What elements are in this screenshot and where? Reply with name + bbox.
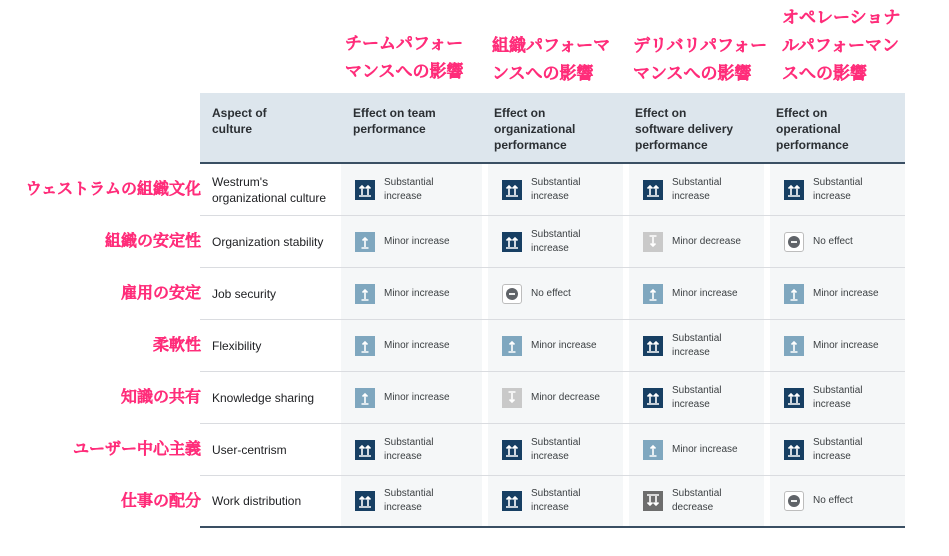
effect-cell-delivery (623, 164, 764, 215)
effect-cell-team (341, 268, 482, 319)
effect-cell-org (482, 268, 623, 319)
effect-label: Minor increase (813, 339, 879, 351)
aspect-label: Work distribution (212, 494, 302, 508)
effect-label: Minor decrease (672, 235, 741, 247)
effect-label: Substantial increase (384, 488, 434, 513)
table-row (200, 424, 905, 476)
effect-label: Minor increase (384, 391, 450, 403)
double-up-arrow-icon (355, 180, 375, 200)
aspect-cell (200, 164, 341, 215)
header-aspect: Aspect of culture (212, 106, 267, 136)
effect-label: Minor increase (813, 287, 879, 299)
aspect-cell (200, 476, 341, 526)
aspect-cell (200, 268, 341, 319)
jp-row-label: 知識の共有 (120, 387, 201, 406)
no-effect-icon (502, 284, 522, 304)
effect-cell-org (482, 164, 623, 215)
aspect-cell (200, 216, 341, 267)
effect-cell-team (341, 424, 482, 475)
effect-cell-team (341, 216, 482, 267)
jp-row-label: ウェストラムの組織文化 (25, 179, 201, 198)
effect-cell-team (341, 372, 482, 423)
effect-label: Substantial increase (531, 176, 581, 202)
double-up-arrow-icon (784, 388, 804, 408)
up-arrow-icon (355, 284, 375, 304)
effect-label: Minor increase (384, 287, 450, 299)
double-up-arrow-icon (502, 440, 522, 460)
effect-label: Substantial increase (531, 488, 581, 513)
no-effect-icon (784, 491, 804, 511)
up-arrow-icon (355, 336, 375, 356)
effect-label: Substantial increase (531, 228, 581, 254)
table-row (200, 164, 905, 216)
effect-cell-team (341, 164, 482, 215)
effect-label: Substantial increase (531, 436, 581, 462)
aspect-cell (200, 320, 341, 371)
aspect-label: Job security (212, 286, 277, 301)
aspect-label: Knowledge sharing (212, 390, 315, 405)
table-row (200, 320, 905, 372)
effect-cell-delivery (623, 424, 764, 475)
table-body (200, 164, 905, 528)
up-arrow-icon (643, 284, 663, 304)
effect-label: Minor increase (531, 339, 597, 351)
jp-row-label: 雇用の安定 (120, 283, 201, 302)
table-row (200, 476, 905, 528)
effect-label: Substantial increase (813, 176, 863, 202)
culture-effects-table (200, 93, 905, 528)
double-up-arrow-icon (502, 491, 522, 511)
effect-cell-delivery (623, 216, 764, 267)
effect-cell-ops (764, 424, 905, 475)
effect-cell-org (482, 320, 623, 371)
jp-row-label: 組織の安定性 (104, 231, 201, 250)
effect-label: Minor increase (384, 235, 450, 247)
aspect-cell (200, 372, 341, 423)
effect-cell-delivery (623, 372, 764, 423)
effect-label: No effect (813, 495, 853, 506)
header-org: Effect on organizational performance (494, 106, 576, 152)
aspect-label: Organization stability (212, 234, 324, 249)
double-down-arrow-icon (643, 491, 663, 511)
jp-row-label: 柔軟性 (152, 335, 201, 354)
up-arrow-icon (643, 440, 663, 460)
effect-label: Minor decrease (531, 391, 600, 403)
table-header (200, 93, 905, 164)
effect-cell-ops (764, 216, 905, 267)
effect-label: Substantial increase (672, 384, 722, 410)
effect-cell-ops (764, 164, 905, 215)
effect-cell-org (482, 216, 623, 267)
header-delivery: Effect on software delivery performance (635, 106, 734, 152)
jp-row-label: 仕事の配分 (120, 491, 201, 510)
effect-label: Minor increase (672, 443, 738, 455)
up-arrow-icon (502, 336, 522, 356)
jp-row-label: ユーザー中心主義 (72, 439, 201, 458)
double-up-arrow-icon (355, 440, 375, 460)
up-arrow-icon (784, 336, 804, 356)
effect-cell-delivery (623, 320, 764, 371)
effect-cell-org (482, 372, 623, 423)
effect-label: Minor increase (384, 339, 450, 351)
up-arrow-icon (355, 388, 375, 408)
effect-label: Substantial increase (813, 384, 863, 410)
table-row (200, 372, 905, 424)
double-up-arrow-icon (355, 491, 375, 511)
effect-cell-team (341, 476, 482, 526)
aspect-label: User-centrism (212, 442, 287, 457)
table-row (200, 216, 905, 268)
double-up-arrow-icon (502, 180, 522, 200)
effect-cell-org (482, 424, 623, 475)
double-up-arrow-icon (784, 440, 804, 460)
double-up-arrow-icon (643, 180, 663, 200)
aspect-label: Flexibility (212, 338, 262, 353)
aspect-label: Westrum's organizational culture (212, 174, 327, 205)
effect-cell-team (341, 320, 482, 371)
jp-column-label-delivery: デリバリパフォー マンスへの影響 (633, 36, 768, 84)
effect-label: No effect (813, 235, 853, 247)
header-ops: Effect on operational performance (776, 106, 849, 152)
effect-cell-ops (764, 320, 905, 371)
effect-label: Substantial increase (384, 176, 434, 202)
no-effect-icon (784, 232, 804, 252)
double-up-arrow-icon (502, 232, 522, 252)
double-up-arrow-icon (784, 180, 804, 200)
up-arrow-icon (784, 284, 804, 304)
effect-cell-ops (764, 268, 905, 319)
double-up-arrow-icon (643, 336, 663, 356)
effect-label: No effect (531, 287, 571, 299)
double-up-arrow-icon (643, 388, 663, 408)
effect-label: Substantial increase (672, 176, 722, 202)
table-row (200, 268, 905, 320)
effect-cell-ops (764, 372, 905, 423)
effect-label: Substantial increase (813, 436, 863, 462)
jp-column-label-team: チームパフォー マンスへの影響 (345, 34, 464, 82)
effect-cell-delivery (623, 476, 764, 526)
effect-label: Substantial decrease (672, 488, 722, 513)
effect-cell-ops (764, 476, 905, 526)
effect-label: Minor increase (672, 287, 738, 299)
jp-column-label-org: 組織パフォーマ ンスへの影響 (492, 36, 611, 84)
down-arrow-icon (643, 232, 663, 252)
effect-cell-org (482, 476, 623, 526)
effect-cell-delivery (623, 268, 764, 319)
header-team: Effect on team performance (353, 106, 436, 136)
down-arrow-icon (502, 388, 522, 408)
up-arrow-icon (355, 232, 375, 252)
jp-column-label-ops: オペレーショナ ルパフォーマン スへの影響 (782, 8, 901, 84)
aspect-cell (200, 424, 341, 475)
effect-label: Substantial increase (672, 332, 722, 358)
effect-label: Substantial increase (384, 436, 434, 462)
